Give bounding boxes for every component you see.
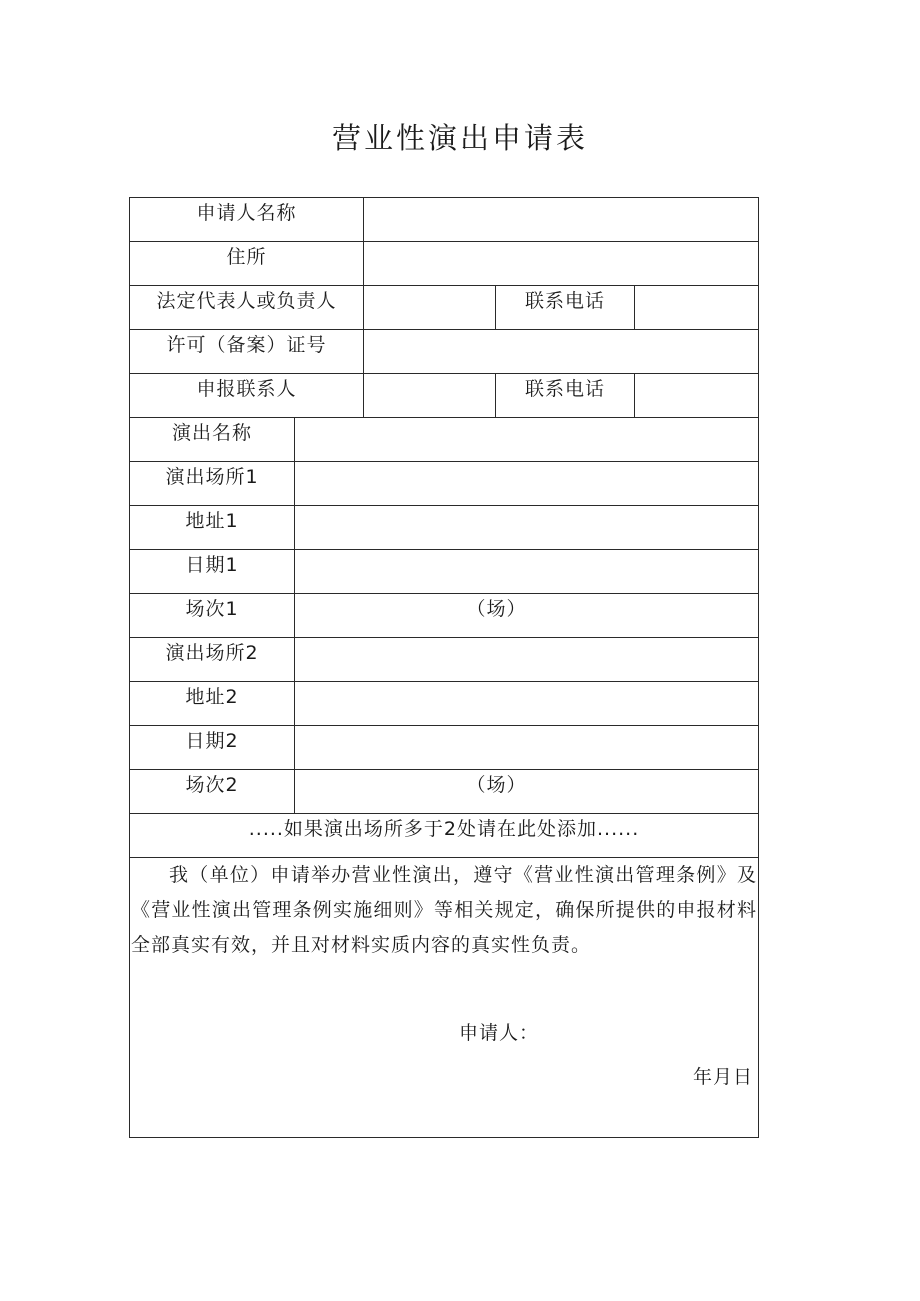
signature-date-label: 年月日 bbox=[693, 1066, 754, 1088]
table-border-right bbox=[758, 197, 759, 1138]
venue2-field[interactable] bbox=[295, 638, 758, 681]
date1-field[interactable] bbox=[295, 550, 758, 593]
license-label: 许可（备案）证号 bbox=[166, 334, 327, 356]
phone-field[interactable] bbox=[635, 286, 758, 329]
contact-label: 申报联系人 bbox=[196, 378, 297, 400]
applicant-signature-label: 申请人： bbox=[459, 1022, 540, 1044]
date1-label: 日期1 bbox=[185, 554, 239, 576]
contact-field[interactable] bbox=[364, 374, 495, 417]
legal-rep-field[interactable] bbox=[364, 286, 495, 329]
date2-label: 日期2 bbox=[185, 730, 239, 752]
applicant-name-label: 申请人名称 bbox=[196, 202, 297, 224]
legal-rep-label: 法定代表人或负责人 bbox=[156, 290, 337, 312]
applicant-name-field[interactable] bbox=[364, 198, 758, 241]
row-divider bbox=[129, 769, 759, 770]
declaration-statement: 我（单位）申请举办营业性演出，遵守《营业性演出管理条例》及《营业性演出管理条例实施细则》等相关规定，确保所提供的申报材料全部真实有效，并且对材料实质内容的真实性负责。 bbox=[131, 864, 757, 956]
address1-field[interactable] bbox=[295, 506, 758, 549]
contact-phone-field[interactable] bbox=[635, 374, 758, 417]
date2-field[interactable] bbox=[295, 726, 758, 769]
venue1-field[interactable] bbox=[295, 462, 758, 505]
page-title: 营业性演出申请表 bbox=[331, 121, 588, 155]
address-field[interactable] bbox=[364, 242, 758, 285]
phone-label: 联系电话 bbox=[524, 290, 605, 312]
address2-label: 地址2 bbox=[185, 686, 239, 708]
venue2-label: 演出场所2 bbox=[165, 642, 259, 664]
address1-label: 地址1 bbox=[185, 510, 239, 532]
sessions2-unit[interactable]: （场） bbox=[466, 774, 527, 796]
performance-name-field[interactable] bbox=[295, 418, 758, 461]
sessions2-label: 场次2 bbox=[185, 774, 239, 796]
license-field[interactable] bbox=[364, 330, 758, 373]
row-divider bbox=[129, 593, 759, 594]
address2-field[interactable] bbox=[295, 682, 758, 725]
row-divider bbox=[129, 813, 759, 814]
sessions1-label: 场次1 bbox=[185, 598, 239, 620]
address-label: 住所 bbox=[226, 246, 267, 268]
contact-phone-label: 联系电话 bbox=[524, 378, 605, 400]
venue1-label: 演出场所1 bbox=[165, 466, 259, 488]
table-border-bottom bbox=[129, 1137, 759, 1138]
add-venue-note: .....如果演出场所多于2处请在此处添加...... bbox=[248, 818, 640, 840]
sessions1-unit[interactable]: （场） bbox=[466, 598, 527, 620]
performance-name-label: 演出名称 bbox=[171, 422, 252, 444]
